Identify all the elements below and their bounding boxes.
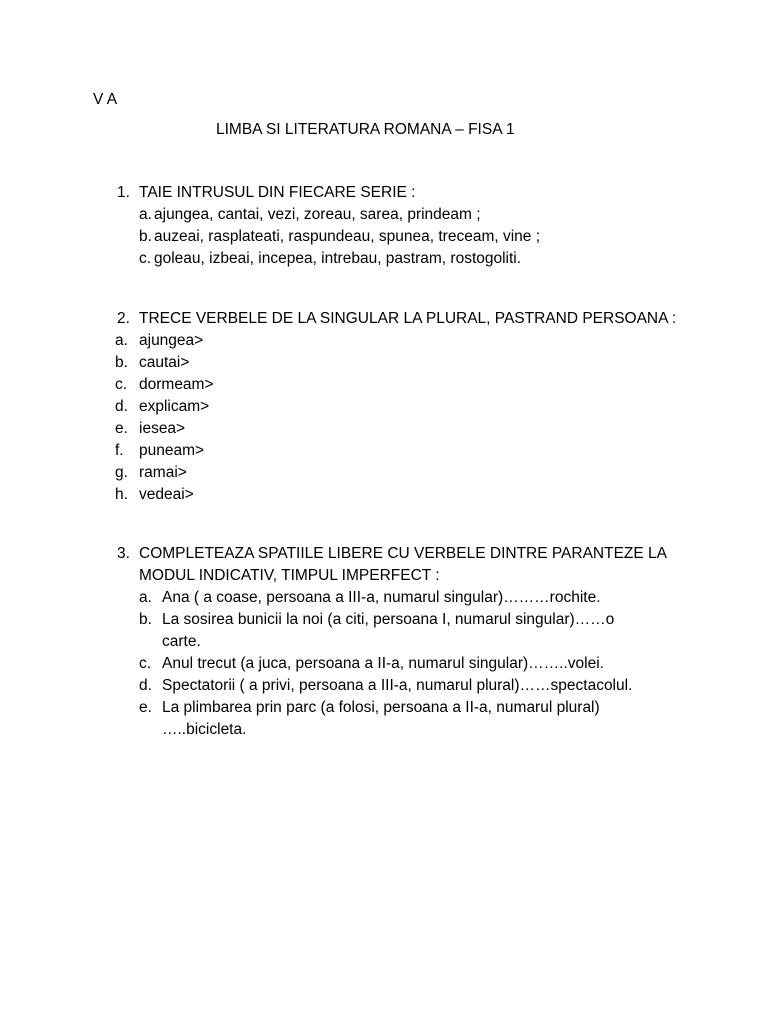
item-marker: d. (139, 677, 152, 694)
item-text: goleau, izbeai, incepea, intrebau, pastram, rostogoliti. (154, 250, 522, 267)
item-marker: c. (115, 376, 128, 393)
exercise-1-prompt: TAIE INTRUSUL DIN FIECARE SERIE : (139, 184, 416, 201)
item-text: Anul trecut (a juca, persoana a II-a, numarul singular)……..volei. (162, 655, 604, 672)
exercise-1-number: 1. (117, 184, 130, 201)
item-marker: e. (115, 420, 128, 437)
item-marker: b. (115, 354, 128, 371)
exercise-3-prompt-line-2: MODUL INDICATIV, TIMPUL IMPERFECT : (139, 567, 440, 584)
exercise-3-prompt-line-1: COMPLETEAZA SPATIILE LIBERE CU VERBELE DINTRE PARANTEZE LA (139, 545, 667, 562)
item-text: vedeai> (139, 486, 194, 503)
item-text: dormeam> (139, 376, 214, 393)
item-text: Spectatorii ( a privi, persoana a III-a, numarul plural)……spectacolul. (162, 677, 633, 694)
item-text: La plimbarea prin parc (a folosi, persoana a II-a, numarul plural) (162, 699, 600, 716)
item-marker: b. (139, 228, 152, 245)
item-marker: b. (139, 611, 152, 628)
item-text: La sosirea bunicii la noi (a citi, persoana I, numarul singular)……o (162, 611, 615, 628)
item-text: Ana ( a coase, persoana a III-a, numarul singular)………rochite. (162, 589, 601, 606)
item-marker: e. (139, 699, 152, 716)
exercise-3-number: 3. (117, 545, 130, 562)
item-text: auzeai, rasplateati, raspundeau, spunea, treceam, vine ; (154, 228, 541, 245)
item-marker: a. (115, 332, 128, 349)
item-marker: h. (115, 486, 128, 503)
item-marker: a. (139, 206, 152, 223)
item-marker: c. (139, 655, 152, 672)
item-text: explicam> (139, 398, 210, 415)
class-label: V A (93, 91, 118, 108)
item-text-continued: …..bicicleta. (162, 721, 247, 738)
item-text: ajungea, cantai, vezi, zoreau, sarea, prindeam ; (154, 206, 481, 223)
document-title: LIMBA SI LITERATURA ROMANA – FISA 1 (216, 121, 515, 138)
item-marker: a. (139, 589, 152, 606)
item-marker: c. (139, 250, 152, 267)
item-text: cautai> (139, 354, 190, 371)
item-text: puneam> (139, 442, 205, 459)
item-text: ramai> (139, 464, 187, 481)
item-text-continued: carte. (162, 633, 201, 650)
item-marker: d. (115, 398, 128, 415)
item-text: iesea> (139, 420, 186, 437)
item-text: ajungea> (139, 332, 204, 349)
exercise-2-number: 2. (117, 310, 130, 327)
item-marker: f. (115, 442, 124, 459)
exercise-2-prompt: TRECE VERBELE DE LA SINGULAR LA PLURAL, PASTRAND PERSOANA : (139, 310, 677, 327)
item-marker: g. (115, 464, 128, 481)
